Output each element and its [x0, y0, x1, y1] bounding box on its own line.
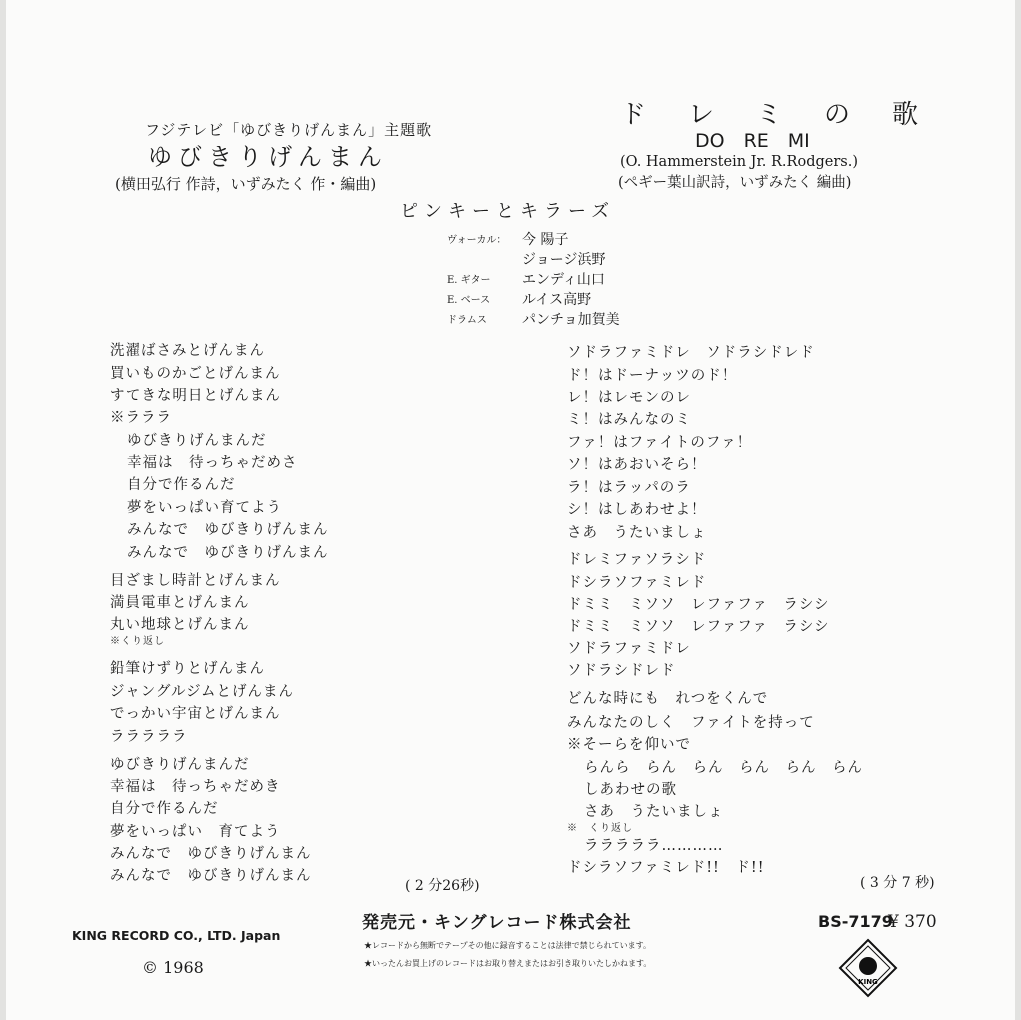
- lyric-line: ドミミ ミソソ レファファ ラシシ: [567, 619, 830, 635]
- member-role: E. ベース: [447, 295, 491, 306]
- lyric-line: すてきな明日とげんまん: [110, 388, 281, 404]
- artist-name: ピンキーとキラーズ: [400, 201, 616, 222]
- lyric-line: らんら らん らん らん らん らん: [584, 760, 863, 776]
- lyric-line: ドレミファソラシド: [567, 552, 707, 568]
- lyric-line: ソドラファミドレ: [567, 641, 691, 657]
- lyric-line: 鉛筆けずりとげんまん: [110, 661, 265, 677]
- lyric-line: みんなたのしく ファイトを持って: [567, 715, 815, 731]
- lyric-line: さあ うたいましょ: [567, 525, 707, 541]
- lyric-line: ソ！はあおいそら！: [567, 457, 707, 473]
- copy-notice: ★レコードから無断でテープその他に録音することは法律で禁じられています。: [364, 941, 651, 950]
- king-records-logo: [838, 938, 898, 998]
- lyric-line: ラララララ: [110, 729, 188, 745]
- lyric-line: ※そーらを仰いで: [567, 737, 691, 753]
- member-name: 今 陽子: [522, 232, 569, 248]
- svg-text:KING: KING: [858, 978, 878, 986]
- catalog-number: BS-7179: [818, 912, 893, 931]
- member-name: ジョージ浜野: [522, 252, 606, 268]
- right-song-credits: (ペギー葉山訳詩，いずみたく 編曲): [618, 175, 852, 191]
- member-role: ヴォーカル：: [447, 235, 507, 246]
- lyric-line: ジャングルジムとげんまん: [110, 684, 295, 700]
- left-song-credits: (横田弘行 作詩，いずみたく 作・編曲): [115, 175, 377, 193]
- lyric-line: ドシラソファミレド: [567, 575, 707, 591]
- sleeve-edge-right: [1015, 0, 1021, 1020]
- sleeve-edge-left: [0, 0, 6, 1020]
- lyric-line: レ！はレモンのレ: [567, 390, 691, 406]
- label-name: KING RECORD CO., LTD. Japan: [72, 928, 281, 943]
- lyric-line: 自分で作るんだ: [127, 477, 236, 493]
- lyric-line: ゆびきりげんまんだ: [110, 757, 250, 773]
- right-song-title-en: DO RE MI: [695, 130, 810, 152]
- lyric-line: ラ！はラッパのラ: [567, 480, 691, 496]
- lyric-line: どんな時にも れつをくんで: [567, 691, 769, 707]
- lyric-line: ※ くり返し: [567, 823, 633, 834]
- return-notice: ★いったんお買上げのレコードはお取り替えまたはお引き取りいたしかねます。: [364, 959, 652, 968]
- lyric-line: ※ラララ: [110, 410, 172, 426]
- left-song-title: ゆびきりげんまん: [148, 143, 388, 171]
- lyric-line: みんなで ゆびきりげんまん: [110, 846, 312, 862]
- lyric-line: 満員電車とげんまん: [110, 595, 250, 611]
- lyric-line: 丸い地球とげんまん: [110, 617, 250, 633]
- lyric-line: 洗濯ばさみとげんまん: [110, 343, 265, 359]
- member-name: ルイス高野: [522, 292, 592, 308]
- lyric-line: ラララララ…………: [584, 838, 724, 854]
- lyric-line: みんなで ゆびきりげんまん: [110, 868, 312, 884]
- lyric-line: 買いものかごとげんまん: [110, 366, 281, 382]
- lyric-line: ドシラソファミレド!! ド!!: [567, 860, 765, 876]
- lyric-line: 目ざまし時計とげんまん: [110, 573, 281, 589]
- lyric-line: 幸福は 待っちゃだめさ: [127, 455, 298, 471]
- lyric-line: 自分で作るんだ: [110, 801, 219, 817]
- lyric-line: でっかい宇宙とげんまん: [110, 706, 281, 722]
- lyric-line: 幸福は 待っちゃだめき: [110, 779, 281, 795]
- lyric-line: ド！はドーナッツのド！: [567, 368, 738, 384]
- lyric-line: みんなで ゆびきりげんまん: [127, 522, 329, 538]
- right-song-duration: ( 3 分 7 秒): [860, 875, 935, 891]
- lyric-line: ソドラシドレド: [567, 663, 676, 679]
- lyric-line: 夢をいっぱい育てよう: [127, 500, 282, 516]
- lyric-line: ゆびきりげんまんだ: [127, 433, 267, 449]
- lyric-line: シ！はしあわせよ！: [567, 502, 707, 518]
- left-song-duration: ( 2 分26秒): [405, 878, 480, 894]
- left-song-subtitle: フジテレビ「ゆびきりげんまん」主題歌: [145, 121, 433, 139]
- member-role: E. ギター: [447, 275, 491, 286]
- lyric-line: さあ うたいましょ: [584, 804, 724, 820]
- lyric-line: ドミミ ミソソ レファファ ラシシ: [567, 597, 830, 613]
- lyric-line: ファ！はファイトのファ！: [567, 435, 753, 451]
- lyric-line: ミ！はみんなのミ: [567, 412, 691, 428]
- copyright: © 1968: [142, 958, 204, 977]
- distributor: 発売元・キングレコード株式会社: [362, 913, 632, 933]
- right-song-authors: (O. Hammerstein Jr. R.Rodgers.): [620, 154, 858, 170]
- right-song-title: ド レ ミ の 歌: [620, 100, 927, 130]
- lyric-line: ※くり返し: [110, 636, 165, 647]
- member-name: エンディ山口: [522, 272, 605, 288]
- lyric-line: みんなで ゆびきりげんまん: [127, 545, 329, 561]
- lyric-line: 夢をいっぱい 育てよう: [110, 824, 281, 840]
- lyric-line: しあわせの歌: [584, 782, 677, 798]
- member-name: パンチョ加賀美: [522, 312, 620, 328]
- price: ¥ 370: [888, 912, 937, 932]
- member-role: ドラムス: [447, 315, 487, 326]
- lyric-line: ソドラファミドレ ソドラシドレド: [567, 345, 815, 361]
